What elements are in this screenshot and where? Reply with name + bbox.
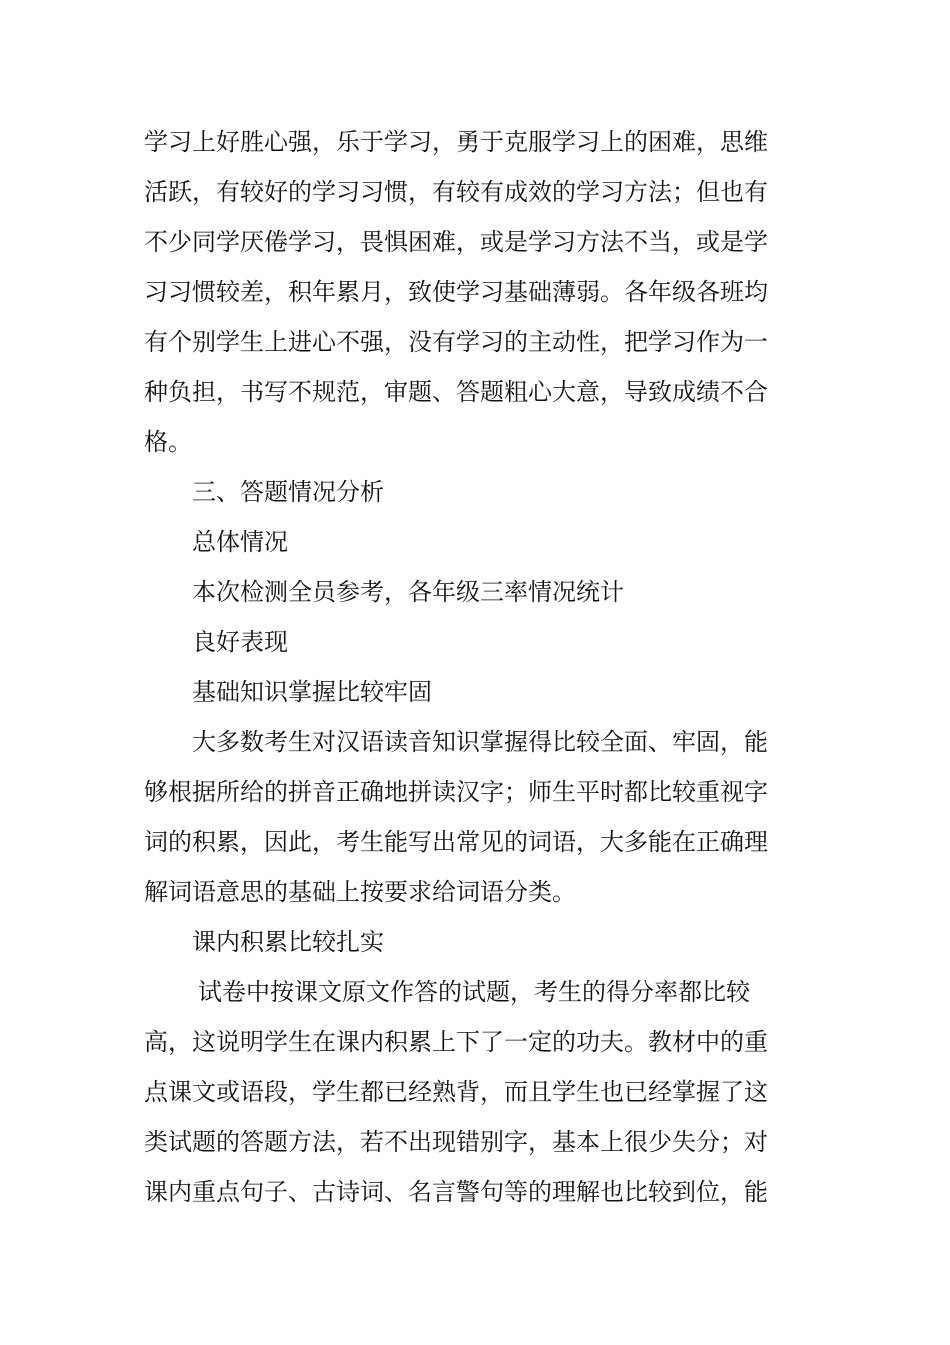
paragraph-line: 格。 [144,428,192,456]
paragraph-line: 课内重点句子、古诗词、名言警句等的理解也比较到位，能 [144,1178,768,1206]
paragraph-line: 习习惯较差，积年累月，致使学习基础薄弱。各年级各班均 [144,278,768,306]
paragraph-line: 点课文或语段，学生都已经熟背，而且学生也已经掌握了这 [144,1078,768,1106]
paragraph-line: 不少同学厌倦学习，畏惧困难，或是学习方法不当，或是学 [144,228,768,256]
paragraph-line: 词的积累，因此，考生能写出常见的词语，大多能在正确理 [144,828,768,856]
document-body [144,117,768,1217]
paragraph-line: 高，这说明学生在课内积累上下了一定的功夫。教材中的重 [144,1028,768,1056]
subsection-heading: 课内积累比较扎实 [192,928,384,956]
paragraph-line: 解词语意思的基础上按要求给词语分类。 [144,878,576,906]
subsection-heading: 基础知识掌握比较牢固 [192,678,432,706]
paragraph-line: 有个别学生上进心不强，没有学习的主动性，把学习作为一 [144,328,768,356]
section-heading: 三、答题情况分析 [192,478,384,506]
paragraph-line: 本次检测全员参考，各年级三率情况统计 [192,578,624,606]
subsection-heading: 总体情况 [192,528,288,556]
paragraph-line: 种负担，书写不规范，审题、答题粗心大意，导致成绩不合 [144,378,768,406]
paragraph-line: 试卷中按课文原文作答的试题，考生的得分率都比较 [198,978,750,1006]
paragraph-line: 学习上好胜心强，乐于学习，勇于克服学习上的困难，思维 [144,128,768,156]
paragraph-line: 够根据所给的拼音正确地拼读汉字；师生平时都比较重视字 [144,778,768,806]
paragraph-line: 大多数考生对汉语读音知识掌握得比较全面、牢固，能 [192,728,768,756]
paragraph-line: 活跃，有较好的学习习惯，有较有成效的学习方法；但也有 [144,178,768,206]
paragraph-line: 类试题的答题方法，若不出现错别字，基本上很少失分；对 [144,1128,768,1156]
subsection-heading: 良好表现 [192,628,288,656]
